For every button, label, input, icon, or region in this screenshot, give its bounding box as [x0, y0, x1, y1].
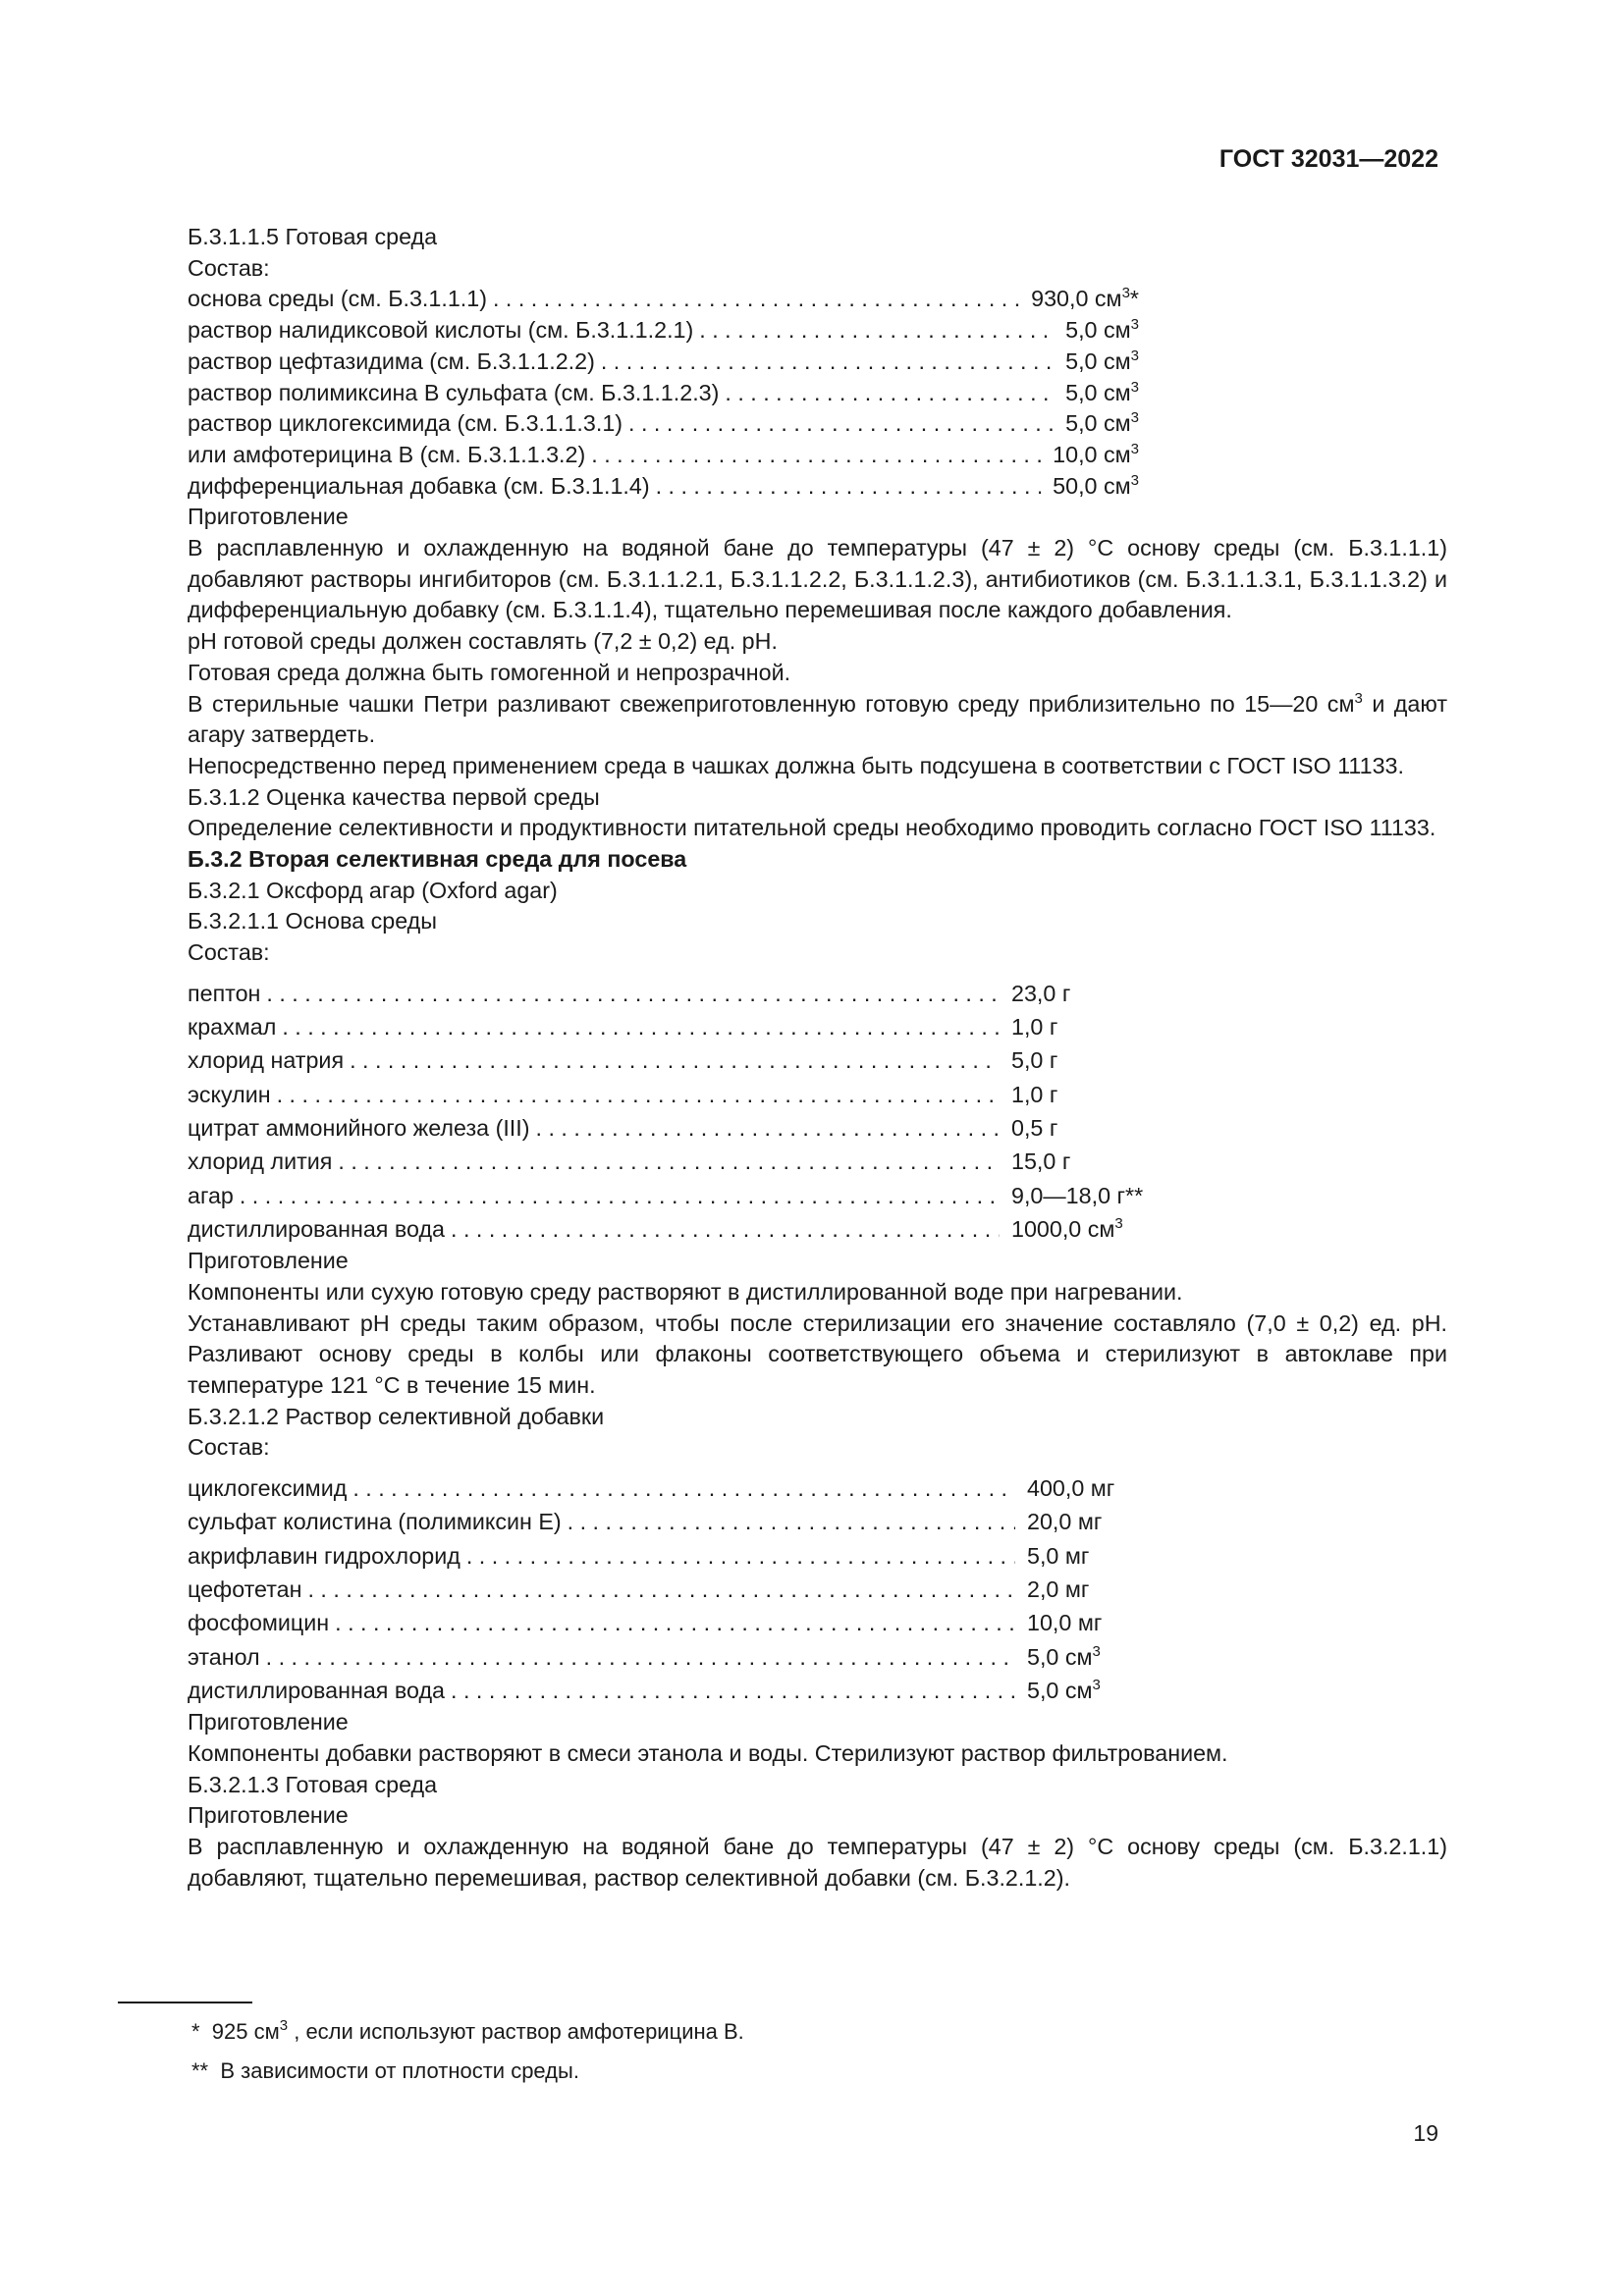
- item-name: акрифлавин гидрохлорид: [188, 1542, 460, 1569]
- dot-leader: [266, 1640, 1015, 1674]
- dot-leader: [466, 1539, 1015, 1573]
- item-name: раствор цефтазидима (см. Б.3.1.1.2.2): [188, 347, 595, 374]
- item-amount: 20,0 мг: [1027, 1509, 1103, 1535]
- item-amount: 5,0 $см^3$: [1065, 378, 1139, 405]
- subsection-title: Б.3.2.1.1 Основа среды: [188, 908, 438, 934]
- paragraph: Компоненты добавки растворяют в смеси этанола и воды. Стерилизуют раствор фильтрованием.: [188, 1739, 1228, 1766]
- list-item: [188, 408, 1139, 440]
- list-item: [188, 1674, 1145, 1707]
- subsection-title: Б.3.2.1 Оксфорд агар (Oxford agar): [188, 877, 558, 903]
- item-name: цефотетан: [188, 1576, 302, 1603]
- dot-leader: [601, 347, 1054, 378]
- item-amount: 10,0 $см^3$: [1053, 440, 1139, 467]
- dot-leader: [335, 1606, 1015, 1639]
- item-name: дифференциальная добавка (см. Б.3.1.1.4): [188, 472, 650, 499]
- footnote-divider: [118, 2002, 252, 2003]
- dot-leader: [277, 1078, 1000, 1111]
- page-content: [118, 222, 1447, 1894]
- dot-leader: [338, 1145, 1000, 1178]
- list-item: [188, 1111, 1159, 1145]
- list-item: [188, 1145, 1159, 1178]
- item-amount: 5,0 $см^3$: [1027, 1642, 1101, 1670]
- item-amount: 15,0 г: [1011, 1148, 1071, 1175]
- item-amount: 9,0—18,0 г**: [1011, 1182, 1144, 1208]
- section-title-b32: Б.3.2 Вторая селективная среда для посева: [188, 846, 687, 873]
- list-item: [188, 1606, 1145, 1639]
- composition-list-b3212: [118, 1471, 1145, 1707]
- paragraph: Готовая среда должна быть гомогенной и непрозрачной.: [188, 659, 791, 685]
- item-name: эскулин: [188, 1081, 271, 1107]
- subsection-title: Б.3.2.1.2 Раствор селективной добавки: [188, 1403, 605, 1429]
- item-amount: 50,0 $см^3$: [1053, 471, 1139, 499]
- list-item: [188, 1573, 1145, 1606]
- item-name: хлорид натрия: [188, 1047, 345, 1074]
- dot-leader: [493, 284, 1019, 315]
- paragraph: Компоненты или сухую готовую среду растворяют в дистиллированной воде при нагревании.: [188, 1278, 1183, 1305]
- list-item: [188, 378, 1139, 409]
- dot-leader: [725, 378, 1054, 409]
- item-name: раствор полимиксина В сульфата (см. Б.3.1.1.2.3): [188, 379, 720, 405]
- item-name: крахмал: [188, 1014, 277, 1041]
- composition-label: Состав:: [188, 1434, 270, 1461]
- paragraph: pH готовой среды должен составлять (7,2 ± 0,2) ед. pH.: [188, 628, 778, 655]
- item-name: пептон: [188, 980, 261, 1006]
- dot-leader: [307, 1573, 1015, 1606]
- dot-leader: [536, 1111, 1001, 1145]
- item-name: фосфомицин: [188, 1610, 330, 1636]
- list-item: [188, 315, 1139, 347]
- item-name: циклогексимид: [188, 1475, 348, 1502]
- paragraph: В расплавленную и охлажденную на водяной бане до температуры (47 ± 2) °С основу среды (см. Б.3.2.1.1) добавляют, тщательно перемешивая, раствор селективной добавки (см. Б.3.2.1.2).: [188, 1834, 1447, 1891]
- item-amount: 5,0 $см^3$: [1065, 347, 1139, 374]
- item-name: дистиллированная вода: [188, 1215, 446, 1242]
- paragraph: Устанавливают pH среды таким образом, чтобы после стерилизации его значение составляло (7,0 ± 0,2) ед. pH. Разливают основу среды в колбы или флаконы соответствующего объема и стерилизуют в автоклаве при температуре 121 °С в течение 15 мин.: [188, 1309, 1447, 1399]
- preparation-label: Приготовление: [188, 1709, 349, 1735]
- dot-leader: [266, 977, 1000, 1010]
- preparation-label: Приготовление: [188, 504, 349, 530]
- subsection-title: Б.3.2.1.3 Готовая среда: [188, 1771, 438, 1797]
- dot-leader: [352, 1471, 1015, 1505]
- composition-label: Состав:: [188, 939, 270, 966]
- dot-leader: [350, 1043, 1000, 1077]
- item-name: агар: [188, 1182, 234, 1208]
- list-item: [188, 471, 1139, 503]
- list-item: [188, 1179, 1159, 1212]
- dot-leader: [240, 1179, 1000, 1212]
- item-amount: 0,5 г: [1011, 1115, 1058, 1142]
- item-name: этанол: [188, 1643, 260, 1670]
- paragraph: В стерильные чашки Петри разливают свежеприготовленную готовую среду приблизительно по 15—20 $см^3$ и дают агару затвердеть.: [188, 689, 1447, 748]
- section-title-b312: Б.3.1.2 Оценка качества первой среды: [188, 783, 600, 810]
- dot-leader: [656, 471, 1042, 503]
- paragraph: Определение селективности и продуктивности питательной среды необходимо проводить согласно ГОСТ ISO 11133.: [188, 815, 1436, 841]
- item-amount: 400,0 мг: [1027, 1475, 1115, 1502]
- list-item: [188, 1539, 1145, 1573]
- list-item: [188, 977, 1159, 1010]
- list-item: [188, 347, 1139, 378]
- item-name: раствор налидиксовой кислоты (см. Б.3.1.1.2.1): [188, 317, 694, 344]
- list-item: [188, 1212, 1159, 1246]
- item-amount: 2,0 мг: [1027, 1576, 1090, 1603]
- composition-list-b3115: [118, 284, 1139, 502]
- list-item: [188, 1043, 1159, 1077]
- list-item: [188, 1471, 1145, 1505]
- paragraph: Непосредственно перед применением среда в чашках должна быть подсушена в соответствии с ГОСТ ISO 11133.: [188, 752, 1404, 778]
- list-item: [188, 440, 1139, 471]
- footnote: ** В зависимости от плотности среды.: [191, 2058, 579, 2083]
- item-amount: 5,0 $см^3$: [1065, 316, 1139, 344]
- item-amount: 1000,0 $см^3$: [1011, 1214, 1123, 1242]
- dot-leader: [628, 408, 1054, 440]
- item-name: сульфат колистина (полимиксин Е): [188, 1509, 562, 1535]
- item-amount: 5,0 мг: [1027, 1542, 1090, 1569]
- dot-leader: [699, 315, 1054, 347]
- list-item: [188, 1640, 1145, 1674]
- item-name: хлорид лития: [188, 1148, 333, 1175]
- item-amount: 930,0 $см^3*$: [1031, 285, 1139, 312]
- dot-leader: [591, 440, 1041, 471]
- list-item: [188, 1078, 1159, 1111]
- composition-label: Состав:: [188, 254, 270, 281]
- composition-list-b3211: [118, 977, 1159, 1246]
- item-amount: 5,0 $см^3$: [1027, 1676, 1101, 1703]
- item-name: раствор циклогексимида (см. Б.3.1.1.3.1): [188, 410, 623, 437]
- item-name: или амфотерицина В (см. Б.3.1.1.3.2): [188, 441, 586, 467]
- item-amount: 1,0 г: [1011, 1014, 1058, 1041]
- dot-leader: [451, 1674, 1015, 1707]
- preparation-label: Приготовление: [188, 1248, 349, 1274]
- paragraph: В расплавленную и охлажденную на водяной бане до температуры (47 ± 2) °С основу среды (см. Б.3.1.1.1) добавляют растворы ингибиторов (см. Б.3.1.1.2.1, Б.3.1.1.2.2, Б.3.1.1.2.3), антибиотиков (см. Б.3.1.1.3.1, Б.3.1.1.3.2) и дифференциальную добавку (см. Б.3.1.1.4), тщательно перемешивая после каждого добавления.: [188, 535, 1447, 623]
- list-item: [188, 1505, 1145, 1538]
- section-title-b3115: Б.3.1.1.5 Готовая среда: [188, 224, 438, 249]
- list-item: [188, 284, 1139, 315]
- preparation-label: Приготовление: [188, 1802, 349, 1829]
- item-name: основа среды (см. Б.3.1.1.1): [188, 286, 487, 312]
- standard-number: ГОСТ 32031—2022: [1218, 145, 1438, 173]
- item-amount: 23,0 г: [1011, 980, 1071, 1006]
- footnote: * 925 $см^3$ , если используют раствор амфотерицина В.: [191, 2017, 744, 2044]
- dot-leader: [282, 1010, 1000, 1043]
- dot-leader: [568, 1505, 1015, 1538]
- item-amount: 10,0 мг: [1027, 1610, 1103, 1636]
- item-name: цитрат аммонийного железа (III): [188, 1115, 530, 1142]
- item-amount: 5,0 г: [1011, 1047, 1058, 1074]
- item-amount: 5,0 $см^3$: [1065, 409, 1139, 437]
- item-amount: 1,0 г: [1011, 1081, 1058, 1107]
- dot-leader: [451, 1212, 1000, 1246]
- footnotes: [191, 2012, 744, 2091]
- page-number: 19: [1413, 2120, 1438, 2146]
- item-name: дистиллированная вода: [188, 1677, 446, 1703]
- list-item: [188, 1010, 1159, 1043]
